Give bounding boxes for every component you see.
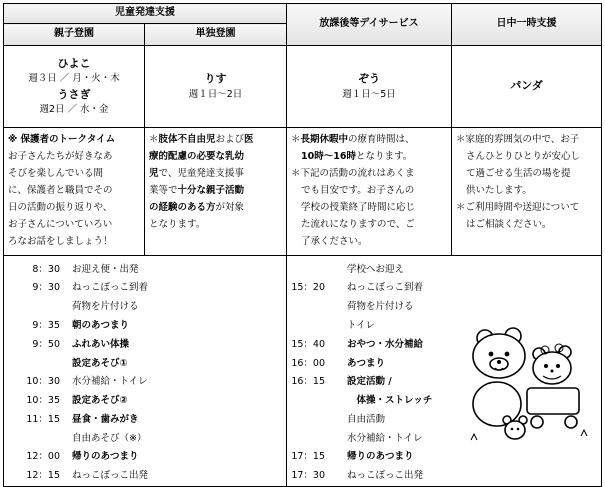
- schedule-activity: 自由活動: [347, 413, 386, 425]
- note2-text: 療的配慮の必要な乳幼: [149, 151, 245, 162]
- group-days-zou: 週１日～5日: [342, 88, 396, 100]
- note3-text: 長期休暇中: [300, 134, 349, 145]
- schedule-activity: ねっこぼっこ出発: [347, 470, 424, 482]
- note3-text: でも目安です。お子さんの: [301, 185, 415, 196]
- group-name-panda: パンダ: [510, 79, 543, 93]
- schedule-time: 12：00: [26, 451, 60, 463]
- schedule-activity: おやつ・水分補給: [347, 338, 424, 350]
- group-risu: [145, 46, 287, 128]
- schedule-row: [287, 279, 601, 298]
- schedule-left: [4, 256, 287, 487]
- schedule-time: 10：35: [26, 395, 60, 407]
- note-daytime: [452, 128, 602, 256]
- schedule-activity: トイレ: [347, 319, 376, 331]
- note2-text: 児: [149, 168, 159, 179]
- schedule-time: 9：50: [32, 338, 60, 350]
- schedule-row: [4, 392, 286, 411]
- schedule-activity: ねっこぼっこ出発: [72, 470, 149, 482]
- group-name-hiyoko: ひよこ: [57, 56, 91, 70]
- schedule-row: [4, 354, 286, 373]
- schedule-row: [4, 260, 286, 279]
- note4-text: はご相談ください。: [466, 219, 552, 230]
- note4-text: て過ごせる生活の場を提: [466, 168, 571, 179]
- schedule-activity: 設定あそび②: [72, 395, 128, 407]
- note3-text: 了承ください。: [301, 236, 368, 247]
- note2-text: 肢体不自由児: [158, 134, 216, 145]
- group-zou: [287, 46, 452, 128]
- schedule-activity: 朝のあつまり: [72, 319, 130, 331]
- schedule-row: [4, 373, 286, 392]
- schedule-activity: 体操・ストレッチ: [347, 395, 433, 407]
- group-name-usagi: うさぎ: [57, 87, 91, 101]
- note-after-school: [287, 128, 452, 256]
- schedule-time: 16：15: [291, 376, 325, 388]
- schedule-row: [287, 448, 601, 467]
- schedule-row: [287, 298, 601, 317]
- group-panda: [452, 46, 602, 128]
- note4-text: さんひとりひとりが安心し: [466, 151, 581, 162]
- schedule-activity: 帰りのあつまり: [72, 451, 139, 463]
- schedule-activity: 水分補給・トイレ: [72, 376, 148, 388]
- schedule-row: [4, 316, 286, 335]
- schedule-time: 12：15: [26, 470, 60, 482]
- note4-text: ＊家庭的雰囲気の中で、お子: [456, 134, 580, 145]
- schedule-row: [4, 410, 286, 429]
- note3-text: ＊下記の活動の流れはあくま: [291, 168, 415, 179]
- group-name-risu: りす: [204, 72, 227, 86]
- header-daytime-support: 日中一時支援: [452, 4, 602, 46]
- schedule-activity: あつまり: [347, 357, 386, 369]
- schedule-activity: 設定あそび①: [72, 357, 128, 369]
- bear-family-illustration: [463, 326, 591, 444]
- schedule-activity: 学校へお迎え: [347, 263, 405, 275]
- schedule-time: 15：20: [291, 282, 325, 294]
- group-name-zou: ぞう: [358, 72, 380, 86]
- note1-line: お子さんたちが好きなあ: [8, 151, 113, 162]
- schedule-row: [4, 335, 286, 354]
- note2-text: となります。: [149, 219, 206, 230]
- schedule-time: 9：30: [32, 282, 60, 294]
- header-solo: 単独登園: [145, 24, 287, 46]
- schedule-row: [4, 429, 286, 448]
- schedule-time: 9：35: [32, 319, 60, 331]
- schedule-activity: お迎え便・出発: [72, 263, 139, 275]
- header-child-development: 児童発達支援: [4, 4, 287, 24]
- schedule-activity: 水分補給・トイレ: [347, 432, 423, 444]
- header-parent-child: 親子登園: [4, 24, 145, 46]
- note4-text: 供いたします。: [466, 185, 532, 196]
- note1-line: 日の活動の振り返りや、: [8, 202, 113, 213]
- schedule-time: 11：15: [26, 413, 60, 425]
- note2-text: 医: [244, 134, 254, 145]
- note2-text: および: [215, 134, 245, 145]
- schedule-activity: ふれあい体操: [72, 338, 130, 350]
- schedule-row: [4, 298, 286, 317]
- note1-line: お子さんについていろい: [8, 219, 113, 230]
- schedule-activity: 帰りのあつまり: [347, 451, 414, 463]
- note1-line: そびを楽しんでいる間: [8, 168, 104, 179]
- note2-text: の経験のある方: [149, 202, 216, 213]
- schedule-time: 16：00: [291, 357, 325, 369]
- note2-text: ＊: [149, 134, 159, 145]
- schedule-activity: 荷物を片付ける: [347, 301, 414, 313]
- note4-text: ＊ご利用時間や送迎について: [456, 202, 580, 213]
- schedule-activity: 荷物を片付ける: [72, 301, 139, 313]
- group-days-risu: 週１日～2日: [188, 88, 243, 100]
- schedule-row: [287, 467, 601, 486]
- note1-line: ろなお話をしましょう！: [8, 236, 113, 247]
- schedule-row: [4, 279, 286, 298]
- group-days-usagi: 週2日 ／ 水・金: [39, 104, 109, 115]
- note2-text: 十分な親子活動: [177, 185, 245, 196]
- note1-line: ※ 保護者のトークタイム: [8, 134, 116, 145]
- note3-text: ＊: [291, 134, 301, 145]
- schedule-activity: ねっこぼっこ到着: [347, 282, 424, 294]
- schedule-time: 10：30: [26, 376, 60, 388]
- schedule-activity: ねっこぼっこ到着: [72, 282, 149, 294]
- note3-text: の療育時間は、: [348, 134, 415, 145]
- note3-text: 10時～16時: [301, 151, 356, 162]
- note2-text: で、児童発達支援事: [158, 168, 244, 179]
- header-after-school: 放課後等デイサービス: [287, 4, 452, 46]
- schedule-time: 15：40: [291, 338, 325, 350]
- schedule-time: 17：15: [291, 451, 325, 463]
- schedule-time: 17：30: [291, 470, 325, 482]
- note1-line: に、保護者と職員でその: [8, 185, 113, 196]
- group-days-hiyoko: 週３日 ／ 月・火・木: [28, 73, 120, 85]
- schedule-row: [287, 260, 601, 279]
- schedule-time: 8：30: [32, 263, 60, 275]
- note-parent-talk: [4, 128, 145, 256]
- note2-text: が対象: [215, 202, 245, 213]
- schedule-row: [4, 448, 286, 467]
- note3-text: 学校の授業終了時間に応じ: [301, 202, 416, 213]
- schedule-activity: 自由あそび（※）: [72, 432, 147, 444]
- schedule-activity: 昼食・歯みがき: [72, 413, 139, 425]
- schedule-row: [4, 467, 286, 486]
- schedule-activity: 設定活動 /: [347, 376, 392, 388]
- note3-text: となります。: [355, 151, 413, 162]
- note-solo-eligibility: [145, 128, 287, 256]
- note2-text: 業等で: [149, 185, 178, 196]
- note3-text: た流れになりますので、ご: [301, 219, 415, 230]
- group-hiyoko-usagi: [4, 46, 145, 128]
